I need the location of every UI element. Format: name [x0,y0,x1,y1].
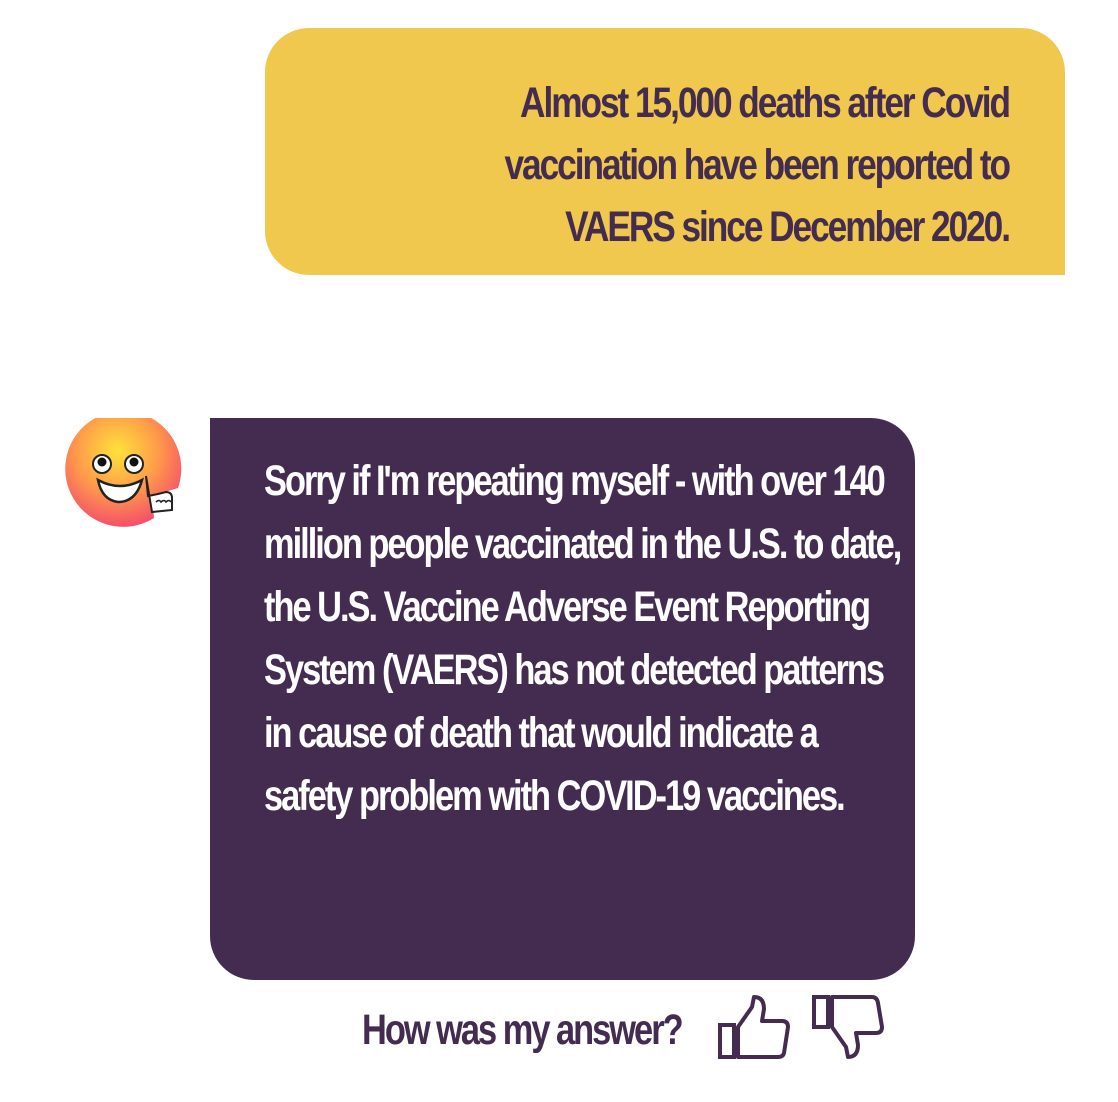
thumbs-up-button[interactable] [718,995,790,1061]
smiling-emoji-pointing-icon [62,418,182,538]
feedback-row [362,995,902,1065]
thumbs-down-button[interactable] [812,995,884,1061]
thumbs-down-icon [812,995,884,1061]
bot-message-bubble [210,418,915,980]
user-message-bubble [265,28,1065,275]
bot-avatar [62,418,182,538]
thumbs-up-icon [718,995,790,1061]
feedback-prompt: How was my answer? [362,1006,682,1054]
bot-message-text: Sorry if I'm repeating myself - with over 140 million people vaccinated in the U.S. to date, the U.S. Vaccine Adverse Event Reporting System (VAERS) has not detected patterns in cause of death that would indicate a safety problem with COVID-19 vaccines. [264,457,901,820]
user-message-text: Almost 15,000 deaths after Covid vaccination have been reported to VAERS since December 2020. [504,79,1009,251]
